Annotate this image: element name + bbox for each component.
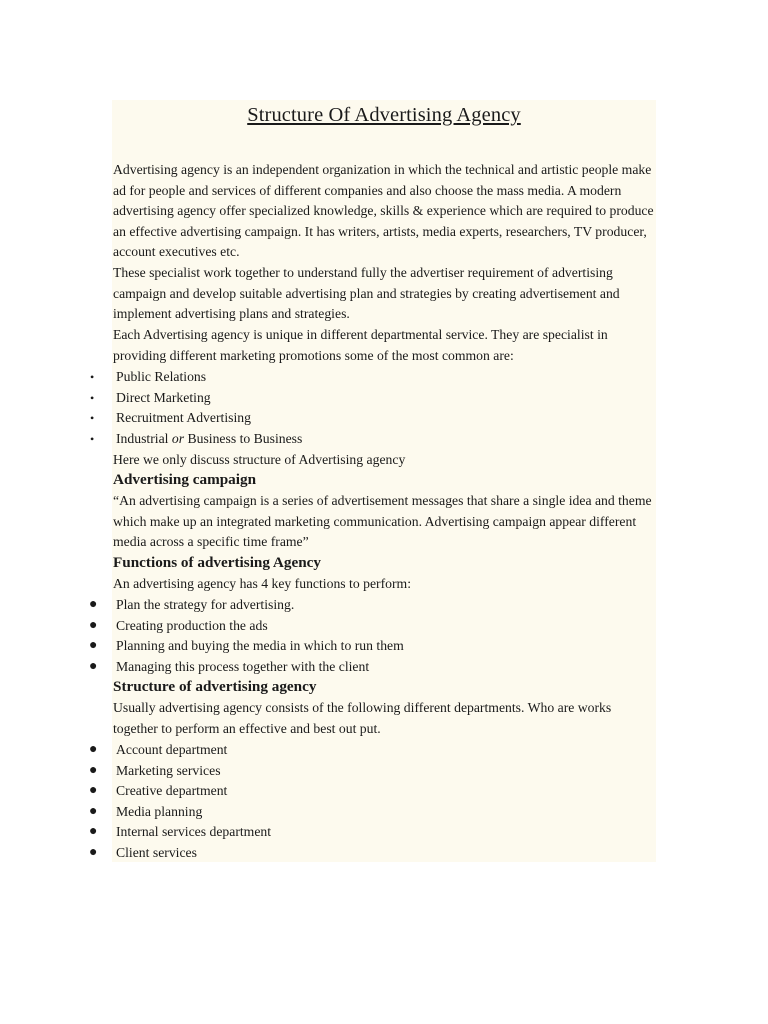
list-item [0,636,404,657]
bullet-icon: • [90,411,95,426]
list-item [0,657,404,678]
functions-lead: An advertising agency has 4 key functions to perform: [113,576,412,591]
list-item-text: Account department [116,742,228,757]
document-title: Structure Of Advertising Agency [247,104,521,126]
list-item-text: Managing this process together with the client [116,658,370,674]
intro-paragraph-3: Each Advertising agency is unique in different departmental service. They are specialist in providing different marketing promotions some of the most common are: [113,327,608,363]
list-item-text: Plan the strategy for advertising. [116,597,295,612]
functions-list [0,595,404,677]
bullet-icon: ● [89,762,98,778]
heading-structure: Structure of advertising agency [113,678,317,695]
discuss-note: Here we only discuss structure of Advertising agency [113,452,406,467]
list-item-text: Planning and buying the media in which to run them [116,638,404,654]
bullet-icon: • [90,390,95,405]
list-item [0,429,302,450]
promotions-list [0,367,302,449]
heading-advertising-campaign: Advertising campaign [113,471,257,488]
bullet-icon: ● [89,597,98,612]
bullet-icon: ● [89,658,98,674]
list-item-text: Client services [116,844,197,860]
list-item [0,408,302,429]
list-item-text: Creating production the ads [116,617,268,633]
list-item [0,802,271,823]
list-item [0,367,302,388]
bullet-icon: ● [89,638,98,654]
bullet-icon: ● [89,824,98,840]
bullet-icon: ● [89,844,98,860]
departments-list [0,740,271,864]
bullet-icon: ● [89,803,98,819]
bullet-icon: ● [89,742,98,757]
list-item [0,843,271,864]
list-item-text: Recruitment Advertising [116,410,251,426]
bullet-icon: ● [89,617,98,633]
list-item-text: Public Relations [116,369,207,384]
list-item [0,822,271,843]
bullet-icon: ● [89,783,98,799]
bullet-icon: • [90,431,95,446]
structure-lead: Usually advertising agency consists of the following different departments. Who are works together to perform an effective and best out put. [113,700,612,736]
list-item-text: Marketing services [116,762,221,778]
list-item [0,595,404,616]
intro-paragraph-2: These specialist work together to understand fully the advertiser requirement of advertising campaign and develop suitable advertising plan and strategies by creating advertisement and implement advertising plans and strategies. [113,265,620,322]
list-item-text: Industrial or Business to Business [116,430,303,446]
list-item-text: Creative department [116,783,228,799]
heading-functions: Functions of advertising Agency [113,554,321,571]
list-item [0,781,271,802]
bullet-icon: • [90,370,95,384]
campaign-definition: “An advertising campaign is a series of advertisement messages that share a single idea and theme which make up an integrated marketing communication. Advertising campaign appear different media across a specific time frame” [113,493,652,550]
list-item [0,616,404,637]
list-item [0,761,271,782]
list-item-text: Media planning [116,803,203,819]
list-item-text: Internal services department [116,824,272,840]
list-item-text: Direct Marketing [116,389,211,405]
emphasis-text: or [171,430,185,446]
list-item [0,740,271,761]
intro-paragraph-1: Advertising agency is an independent organization in which the technical and artistic people make ad for people and services of different companies and also choose the mass media. A modern advertising agency offer specialized knowledge, skills & experience which are required to produce an effective advertising campaign. It has writers, artists, media experts, researchers, TV producer, account executives etc. [113,162,654,260]
list-item [0,388,302,409]
